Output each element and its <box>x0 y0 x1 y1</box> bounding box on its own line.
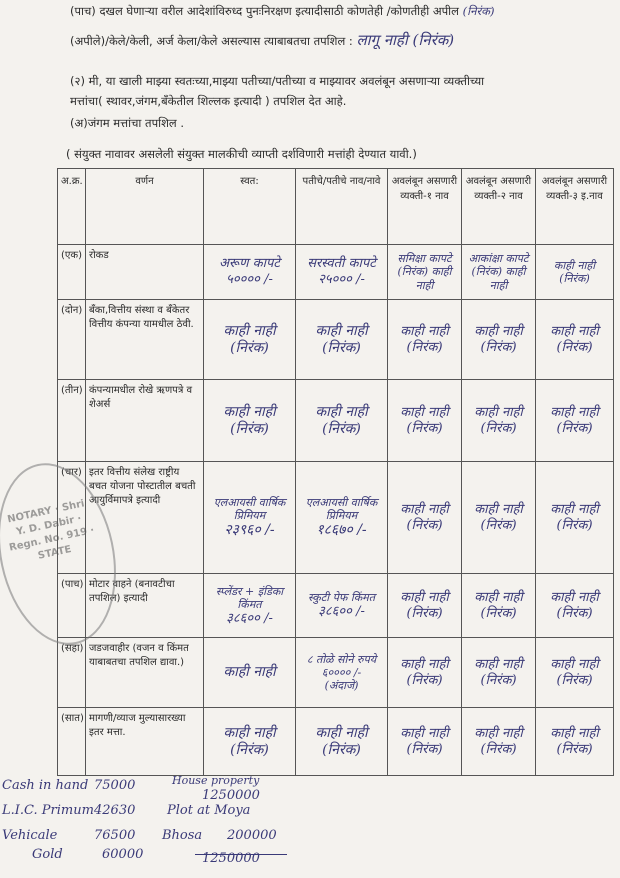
cell-text: काही नाही <box>474 589 523 605</box>
cell-text: २५००० /- <box>318 272 365 287</box>
cell-dependent-3 <box>536 708 614 776</box>
col-header-dependent-1: अवलंबून असणारी व्यक्ती-१ नाव <box>388 169 462 245</box>
summary-label: Plot at Moya <box>167 803 251 818</box>
cell-dependent-1 <box>388 708 462 776</box>
cell-text: काही नाही <box>474 404 523 420</box>
cell-text: काही नाही <box>550 323 599 339</box>
row-description: कंपन्यामधील रोखे ऋणपत्रे व शेअर्स <box>86 380 204 462</box>
header-line-1-text: (पाच) दखल घेणाऱ्या वरील आदेशांविरुध्द पुनःनिरक्षण इत्यादीसाठी कोणतेही /कोणतीही अपील <box>70 4 459 18</box>
cell-text: (निरंक) <box>480 672 517 688</box>
cell-dependent-2 <box>462 300 536 380</box>
table-row <box>58 462 614 574</box>
row-number: (दोन) <box>58 300 86 380</box>
cell-text: काही नाही <box>474 656 523 672</box>
cell-dependent-3 <box>536 574 614 638</box>
cell-text: काही नाही <box>400 725 449 741</box>
cell-text: (निरंक) <box>406 741 443 757</box>
cell-text: १८६७० /- <box>316 522 367 539</box>
cell-text: काही नाही <box>223 322 276 339</box>
cell-text: (निरंक) <box>559 272 590 285</box>
cell-text: समिक्षा कापटे <box>397 252 452 266</box>
cell-self <box>204 300 296 380</box>
cell-text: काही नाही <box>315 724 368 741</box>
summary-value: 75000 <box>94 778 136 793</box>
cell-text: (निरंक) <box>406 605 443 621</box>
cell-text: स्प्लेंडर + इंडिका किंमत <box>215 584 284 611</box>
cell-text: (निरंक) <box>322 741 361 758</box>
cell-text: (निरंक) <box>406 517 443 533</box>
col-header-dependent-3: अवलंबून असणारी व्यक्ती-३ इ.नाव <box>536 169 614 245</box>
cell-self <box>204 708 296 776</box>
cell-dependent-3 <box>536 300 614 380</box>
cell-dependent-3 <box>536 380 614 462</box>
movable-assets-table <box>57 168 614 776</box>
table-row <box>58 380 614 462</box>
cell-text: २३९६० /- <box>224 522 275 539</box>
cell-dependent-1 <box>388 380 462 462</box>
summary-label: Vehicale <box>2 828 58 843</box>
summary-value: 42630 <box>94 803 136 818</box>
cell-text: काही नाही <box>550 404 599 420</box>
cell-self <box>204 574 296 638</box>
table-header-row <box>58 169 614 245</box>
cell-self <box>204 462 296 574</box>
cell-text: ३८६०० /- <box>318 604 365 620</box>
summary-value: 1250000 <box>202 851 260 866</box>
cell-text: काही नाही <box>400 501 449 517</box>
cell-text: (अंदाजे) <box>324 679 359 693</box>
row-description: मोटार वाहने (बनावटीचा तपशिल) इत्यादी <box>86 574 204 638</box>
cell-text: (निरंक) काही नाही <box>471 265 526 292</box>
col-header-dependent-2: अवलंबून असणारी व्यक्ती-२ नाव <box>462 169 536 245</box>
section-note: ( संयुक्त नावावर असलेली संयुक्त मालकीची व्याप्ती दर्शविणारी मत्तांही देण्यात यावी.) <box>66 147 417 161</box>
summary-label: House property <box>172 774 260 787</box>
cell-text: (निरंक) <box>480 517 517 533</box>
cell-text: (निरंक) <box>406 672 443 688</box>
cell-self <box>204 638 296 708</box>
para2-line-1: (२) मी, या खाली माझ्या स्वतःच्या,माझ्या पतीच्या/पतीच्या व माझ्यावर अवलंबून असणाऱ्या व्यक्तीच्या <box>70 74 485 88</box>
col-header-self: स्वत: <box>204 169 296 245</box>
cell-text: अरूण कापटे <box>219 256 280 272</box>
col-header-description: वर्णन <box>86 169 204 245</box>
cell-text: (निरंक) <box>480 741 517 757</box>
cell-text: एलआयसी वार्षिक प्रिमियम <box>305 495 378 523</box>
cell-dependent-1 <box>388 574 462 638</box>
cell-text: (निरंक) <box>322 339 361 356</box>
cell-text: काही नाही <box>550 589 599 605</box>
cell-spouse <box>296 245 388 300</box>
cell-text: (निरंक) <box>556 672 593 688</box>
summary-value: 60000 <box>102 847 144 862</box>
cell-text: सरस्वती कापटे <box>307 256 376 272</box>
cell-text: काही नाही <box>400 656 449 672</box>
cell-text: काही नाही <box>553 258 596 272</box>
cell-dependent-1 <box>388 462 462 574</box>
summary-value: 76500 <box>94 828 136 843</box>
cell-text: काही नाही <box>315 403 368 420</box>
cell-text: काही नाही <box>315 322 368 339</box>
notary-stamp-text: NOTARY · Shri Y. D. Dabir · Regn. No. 919 · STATE <box>6 498 96 562</box>
cell-text: (निरंक) काही नाही <box>397 265 452 292</box>
cell-text: ३८६०० /- <box>226 610 273 626</box>
handwritten-summary <box>2 774 332 866</box>
row-number: (एक) <box>58 245 86 300</box>
row-number: (सात) <box>58 708 86 776</box>
header-line-2 <box>70 30 615 50</box>
row-description: बँका,वित्तीय संस्था व बँकेतर वित्तीय कंपन्या यामधील ठेवी. <box>86 300 204 380</box>
row-description: रोकड <box>86 245 204 300</box>
cell-spouse <box>296 380 388 462</box>
cell-text: (निरंक) <box>480 420 517 436</box>
cell-dependent-2 <box>462 708 536 776</box>
table-row <box>58 300 614 380</box>
section-heading: (अ)जंगम मत्तांचा तपशिल . <box>70 116 185 130</box>
cell-dependent-2 <box>462 462 536 574</box>
cell-text: (निरंक) <box>406 420 443 436</box>
cell-text: काही नाही <box>223 403 276 420</box>
cell-text: (निरंक) <box>480 339 517 355</box>
cell-text: (निरंक) <box>556 605 593 621</box>
cell-dependent-2 <box>462 245 536 300</box>
cell-text: काही नाही <box>400 404 449 420</box>
cell-text: ५०००० /- <box>226 272 273 287</box>
cell-self <box>204 245 296 300</box>
col-header-spouse: पतीचे/पतीचे नाव/नावे <box>296 169 388 245</box>
summary-row <box>2 803 332 822</box>
cell-text: (निरंक) <box>322 420 361 437</box>
header-line-2-text: (अपीले)/केले/केली, अर्ज केला/केले असल्यास त्याबाबतचा तपशिल : <box>70 34 353 48</box>
cell-dependent-3 <box>536 245 614 300</box>
summary-label: Gold <box>32 847 63 862</box>
row-number: (पाच) <box>58 574 86 638</box>
cell-dependent-2 <box>462 574 536 638</box>
summary-row <box>2 828 332 847</box>
table-row <box>58 574 614 638</box>
cell-text: (निरंक) <box>556 517 593 533</box>
summary-label: Cash in hand <box>2 778 89 793</box>
cell-text: (निरंक) <box>230 741 269 758</box>
cell-dependent-3 <box>536 462 614 574</box>
cell-text: (निरंक) <box>230 339 269 356</box>
summary-label: Bhosa <box>162 828 203 843</box>
header-line-1 <box>70 4 615 20</box>
col-header-number: अ.क्र. <box>58 169 86 245</box>
cell-text: काही नाही <box>400 589 449 605</box>
row-description: जडजवाहीर (वजन व किंमत याबाबतचा तपशिल द्यावा.) <box>86 638 204 708</box>
cell-dependent-2 <box>462 638 536 708</box>
cell-self <box>204 380 296 462</box>
header-line-2-handwritten: लागू नाही (निरंक) <box>356 31 455 49</box>
cell-text: ८ तोळे सोने रुपये ६०००० /- <box>306 652 377 679</box>
row-description: मागणी/व्याज मुल्यासारख्या इतर मत्ता. <box>86 708 204 776</box>
para2-line-2: मत्तांचा( स्थावर,जंगम,बँकेतील शिल्लक इत्यादी ) तपशिल देत आहे. <box>70 94 347 108</box>
summary-row <box>2 774 332 803</box>
cell-text: (निरंक) <box>480 605 517 621</box>
row-number: (तीन) <box>58 380 86 462</box>
sum-underline <box>195 854 287 855</box>
table-row <box>58 708 614 776</box>
cell-text: (निरंक) <box>406 339 443 355</box>
cell-dependent-1 <box>388 245 462 300</box>
cell-dependent-3 <box>536 638 614 708</box>
summary-value: 1250000 <box>202 788 260 803</box>
cell-text: काही नाही <box>400 323 449 339</box>
cell-text: काही नाही <box>550 501 599 517</box>
summary-label: L.I.C. Primum <box>2 803 94 818</box>
summary-value: 200000 <box>227 828 277 843</box>
cell-text: काही नाही <box>550 656 599 672</box>
row-number: (चार) <box>58 462 86 574</box>
cell-text: काही नाही <box>474 725 523 741</box>
cell-text: (निरंक) <box>230 420 269 437</box>
cell-text: काही नाही <box>474 501 523 517</box>
cell-spouse <box>296 300 388 380</box>
cell-spouse <box>296 574 388 638</box>
row-number: (सहा) <box>58 638 86 708</box>
table-row <box>58 638 614 708</box>
cell-text: काही नाही <box>550 725 599 741</box>
cell-text: (निरंक) <box>556 741 593 757</box>
cell-text: काही नाही <box>474 323 523 339</box>
table-row <box>58 245 614 300</box>
cell-dependent-2 <box>462 380 536 462</box>
cell-text: काही नाही <box>223 664 276 681</box>
summary-row <box>2 847 332 866</box>
cell-text: (निरंक) <box>556 339 593 355</box>
cell-text: आकांक्षा कापटे <box>468 252 529 266</box>
cell-text: स्कुटी पेफ किंमत <box>308 591 375 605</box>
cell-text: काही नाही <box>223 724 276 741</box>
cell-dependent-1 <box>388 638 462 708</box>
cell-dependent-1 <box>388 300 462 380</box>
cell-text: एलआयसी वार्षिक प्रिमियम <box>213 495 286 523</box>
cell-spouse <box>296 462 388 574</box>
row-description: इतर वित्तीय संलेख राष्ट्रीय बचत योजना पोस्टातील बचती आयुर्विमापत्रे इत्यादी <box>86 462 204 574</box>
cell-text: (निरंक) <box>556 420 593 436</box>
cell-spouse <box>296 638 388 708</box>
cell-spouse <box>296 708 388 776</box>
header-line-1-handwritten: (निरंक) <box>462 4 495 18</box>
